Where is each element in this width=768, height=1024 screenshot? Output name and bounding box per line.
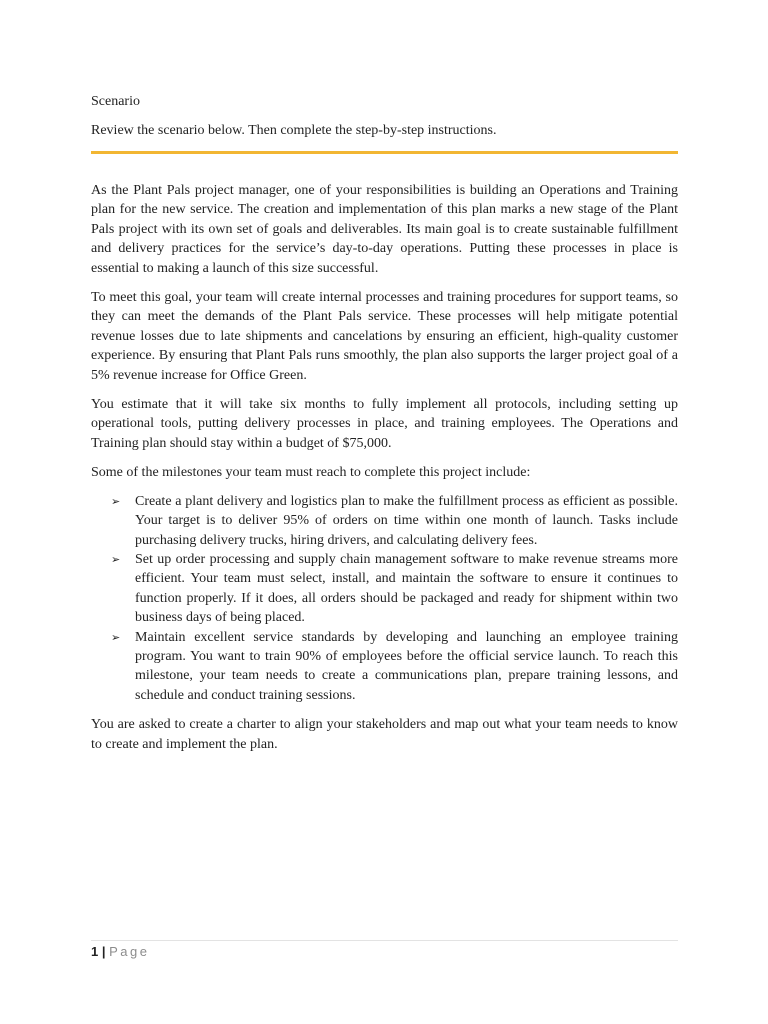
- milestone-text: Create a plant delivery and logistics plan to make the fulfillment process as efficient as possible. Your target is to deliver 95% of orders on time within one month of launch. Tasks include purchasing delivery trucks, hiring drivers, and calculating delivery fees.: [135, 493, 678, 548]
- page-footer: [91, 940, 678, 961]
- page-number: 1: [91, 944, 99, 959]
- paragraph-intro: As the Plant Pals project manager, one of your responsibilities is building an Operations and Training plan for the new service. The creation and implementation of this plan marks a new stage of the Plant Pals project with its own set of goals and deliverables. Its main goal is to create sustainable fulfillment and delivery practices for the service’s day-to-day operations. Putting these processes in place is essential to making a launch of this size successful.: [91, 183, 678, 276]
- document-page: [91, 92, 678, 754]
- paragraph-closing: You are asked to create a charter to align your stakeholders and map out what your team needs to know to create and implement the plan.: [91, 717, 678, 752]
- arrow-bullet-icon: ➢: [111, 494, 121, 508]
- arrow-bullet-icon: ➢: [111, 552, 121, 566]
- list-item: [91, 628, 678, 706]
- footer-separator: |: [101, 944, 106, 959]
- page-label: Page: [109, 944, 150, 959]
- section-heading: Scenario: [91, 94, 140, 109]
- milestone-text: Maintain excellent service standards by developing and launching an employee training program. You want to train 90% of employees before the official service launch. To reach this milestone, your team needs to create a communications plan, prepare training lessons, and schedule and conduct training sessions.: [135, 629, 678, 703]
- paragraph-goal: To meet this goal, your team will create internal processes and training procedures for support teams, so they can meet the demands of the Plant Pals service. These processes will help mitigate potential revenue losses due to late shipments and cancelations by ensuring an efficient, high-quality customer experience. By ensuring that Plant Pals runs smoothly, the plan also supports the larger project goal of a 5% revenue increase for Office Green.: [91, 290, 678, 383]
- arrow-bullet-icon: ➢: [111, 630, 121, 644]
- accent-divider: [91, 151, 678, 154]
- list-item: [91, 492, 678, 550]
- milestone-text: Set up order processing and supply chain management software to make revenue streams more efficient. Your team must select, install, and maintain the software to ensure it continues to function properly. If it does, all orders should be packaged and ready for shipment within two business days of being placed.: [135, 551, 678, 626]
- list-item: [91, 550, 678, 628]
- paragraph-milestones-intro: Some of the milestones your team must reach to complete this project include:: [91, 465, 531, 481]
- instructions-line: Review the scenario below. Then complete the step-by-step instructions.: [91, 123, 497, 138]
- paragraph-budget: You estimate that it will take six months to fully implement all protocols, including setting up operational tools, putting delivery processes in place, and training employees. The Operations and Training plan should stay within a budget of $75,000.: [91, 397, 678, 451]
- milestone-list: [91, 492, 678, 705]
